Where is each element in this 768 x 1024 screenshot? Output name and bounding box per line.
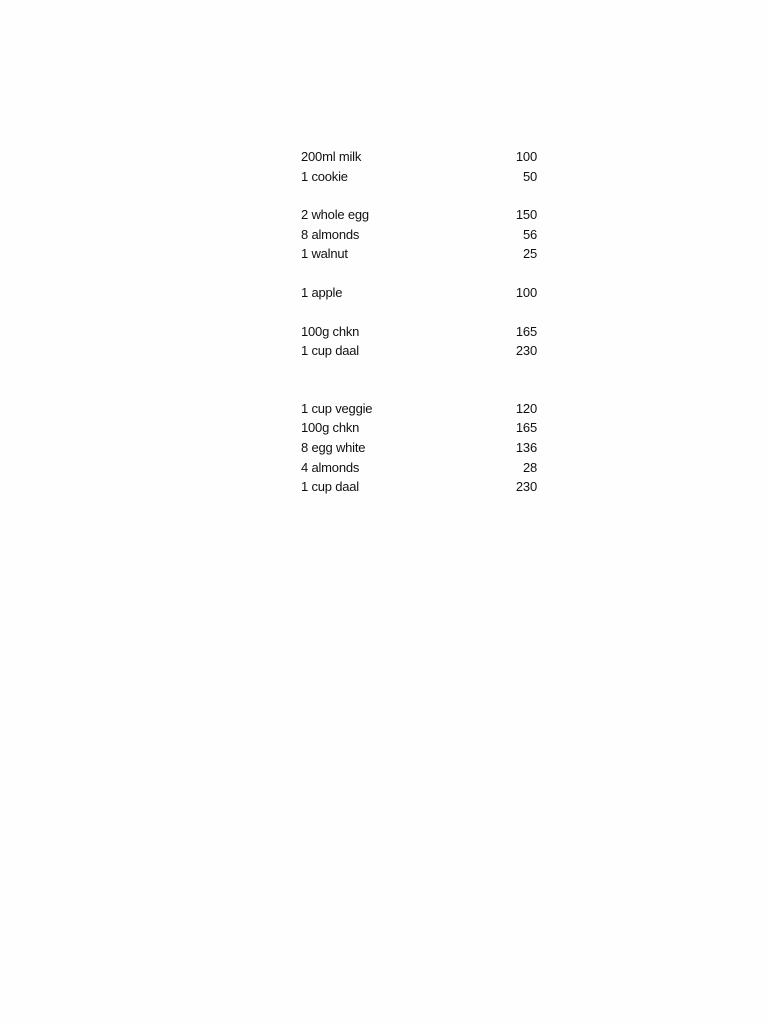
item-value: 28 [522, 459, 537, 475]
list-item [301, 418, 537, 438]
list-item [301, 283, 537, 303]
food-calorie-list [301, 147, 537, 497]
item-name: 1 walnut [301, 246, 348, 262]
item-name: 1 cup veggie [301, 400, 373, 416]
list-item [301, 244, 537, 264]
item-name: 2 whole egg [301, 207, 369, 223]
item-value: 230 [515, 343, 537, 359]
item-value: 120 [515, 400, 537, 416]
list-item [301, 167, 537, 187]
item-name: 1 apple [301, 284, 343, 300]
item-value: 100 [515, 149, 537, 164]
list-item [301, 438, 537, 458]
list-item [301, 225, 537, 245]
item-value: 150 [515, 207, 537, 223]
blank-row [301, 361, 537, 380]
item-value: 165 [515, 420, 537, 436]
item-name: 200ml milk [301, 149, 362, 164]
item-value: 230 [515, 479, 537, 495]
list-item [301, 322, 537, 342]
blank-row [301, 186, 537, 205]
item-name: 1 cookie [301, 168, 348, 184]
blank-row [301, 380, 537, 399]
item-name: 100g chkn [301, 420, 360, 436]
item-value: 25 [522, 246, 537, 262]
item-value: 50 [522, 168, 537, 184]
blank-row [301, 264, 537, 283]
blank-row [301, 303, 537, 322]
item-value: 100 [515, 284, 537, 300]
item-name: 1 cup daal [301, 479, 359, 495]
item-name: 4 almonds [301, 459, 360, 475]
list-item [301, 458, 537, 478]
list-item [301, 147, 537, 167]
list-item [301, 205, 537, 225]
list-item [301, 341, 537, 361]
list-item [301, 477, 537, 497]
item-value: 136 [515, 439, 537, 455]
item-name: 8 egg white [301, 439, 366, 455]
item-name: 1 cup daal [301, 343, 359, 359]
item-name: 100g chkn [301, 323, 360, 339]
item-value: 165 [515, 323, 537, 339]
item-value: 56 [522, 226, 537, 242]
item-name: 8 almonds [301, 226, 360, 242]
list-item [301, 399, 537, 419]
